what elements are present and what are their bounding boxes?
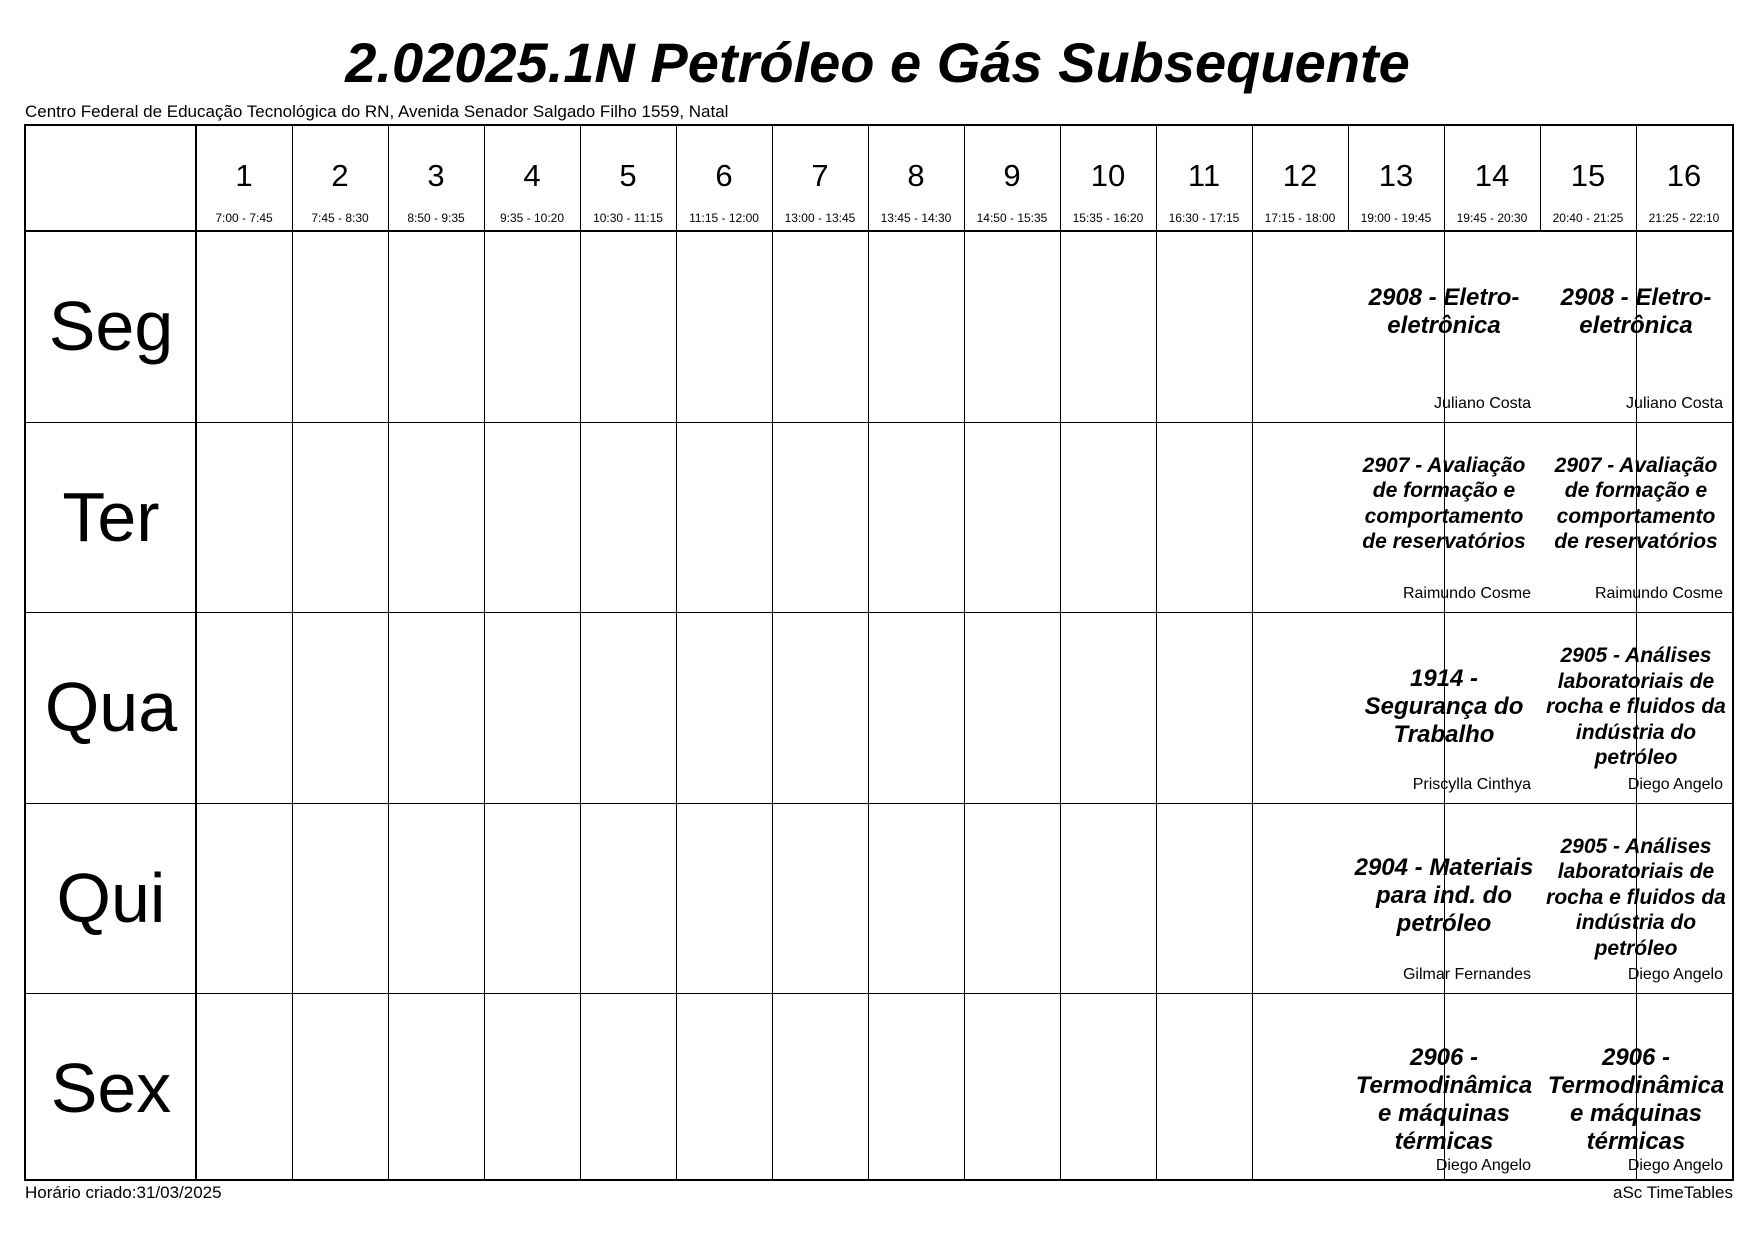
period-number: 11 (1187, 158, 1221, 193)
grid-line (292, 126, 293, 1179)
period-header (964, 126, 1060, 231)
period-time: 13:00 - 13:45 (784, 211, 856, 225)
lesson-subject: 2907 - Avaliação de formação e comportamento de reservatórios (1554, 453, 1718, 553)
period-number: 6 (715, 158, 733, 193)
period-time: 20:40 - 21:25 (1552, 211, 1624, 225)
period-number: 1 (235, 158, 253, 193)
lesson-teacher: Diego Angelo (1435, 1156, 1531, 1174)
period-header (484, 126, 580, 231)
period-number: 16 (1666, 158, 1702, 193)
period-time: 8:50 - 9:35 (407, 211, 465, 225)
day-label: Qui (56, 858, 166, 937)
lesson-teacher: Juliano Costa (1626, 394, 1723, 412)
day-row-header (26, 231, 196, 422)
lesson-card[interactable] (1348, 804, 1540, 993)
grid-line (964, 126, 965, 1179)
lesson-card[interactable] (1540, 994, 1732, 1183)
period-time: 7:00 - 7:45 (215, 211, 273, 225)
period-header (1060, 126, 1156, 231)
period-time: 21:25 - 22:10 (1648, 211, 1720, 225)
grid-line (1540, 126, 1541, 231)
period-number: 4 (523, 158, 541, 193)
period-header (1444, 126, 1540, 231)
grid-line (1252, 126, 1253, 1179)
grid-line (388, 126, 389, 1179)
lesson-card[interactable] (1540, 804, 1732, 993)
period-header (1252, 126, 1348, 231)
grid-line (676, 126, 677, 1179)
lesson-teacher: Gilmar Fernandes (1402, 966, 1531, 983)
period-header (196, 126, 292, 231)
timetable-grid (24, 124, 1734, 1181)
lesson-subject: 2906 - Termodinâmica e máquinas térmicas (1547, 1044, 1725, 1155)
period-time: 11:15 - 12:00 (689, 211, 759, 225)
grid-line (195, 126, 197, 1179)
period-number: 5 (619, 158, 637, 193)
day-label: Sex (50, 1049, 172, 1128)
lesson-subject: 2907 - Avaliação de formação e comportamento de reservatórios (1362, 453, 1526, 553)
lesson-card[interactable] (1348, 423, 1540, 612)
lesson-teacher: Diego Angelo (1627, 966, 1723, 983)
lesson-card[interactable] (1348, 613, 1540, 802)
grid-line (484, 126, 485, 1179)
lesson-subject: 2905 - Análises laboratoriais de rocha e fluidos da indústria do petróleo (1546, 644, 1726, 769)
day-row-header (26, 612, 196, 803)
period-header (580, 126, 676, 231)
day-label: Qua (44, 668, 178, 747)
period-time: 17:15 - 18:00 (1264, 211, 1336, 225)
lesson-teacher: Diego Angelo (1627, 775, 1723, 793)
lesson-card[interactable] (1540, 423, 1732, 612)
software-credit: aSc TimeTables (1613, 1183, 1733, 1202)
lesson-subject: 1914 - Segurança do Trabalho (1364, 665, 1524, 748)
period-header (868, 126, 964, 231)
lesson-card[interactable] (1540, 232, 1732, 421)
created-date: Horário criado:31/03/2025 (25, 1183, 222, 1202)
period-time: 14:50 - 15:35 (976, 211, 1048, 225)
day-row-header (26, 422, 196, 613)
lesson-subject: 2904 - Materiais para ind. do petróleo (1354, 853, 1534, 937)
period-time: 16:30 - 17:15 (1168, 211, 1240, 225)
day-row-header (26, 803, 196, 994)
grid-line (868, 126, 869, 1179)
grid-line (1060, 126, 1061, 1179)
lesson-teacher: Diego Angelo (1627, 1156, 1723, 1174)
period-header (772, 126, 868, 231)
period-header (388, 126, 484, 231)
school-address: Centro Federal de Educação Tecnológica do RN, Avenida Senador Salgado Filho 1559, Natal (25, 102, 729, 121)
lesson-teacher: Raimundo Cosme (1594, 585, 1723, 602)
lesson-card[interactable] (1540, 613, 1732, 802)
period-time: 10:30 - 11:15 (593, 211, 663, 225)
lesson-subject: 2908 - Eletro-eletrônica (1560, 284, 1712, 339)
period-number: 9 (1003, 158, 1021, 193)
day-row-header (26, 993, 196, 1184)
period-number: 2 (331, 158, 349, 193)
lesson-subject: 2908 - Eletro-eletrônica (1368, 284, 1520, 339)
period-header (676, 126, 772, 231)
period-header (1636, 126, 1732, 231)
period-number: 7 (811, 158, 829, 193)
lesson-teacher: Priscylla Cinthya (1412, 775, 1531, 793)
page-title: 2.02025.1N Petróleo e Gás Subsequente (345, 31, 1410, 94)
period-number: 12 (1282, 158, 1318, 193)
lesson-subject: 2906 - Termodinâmica e máquinas térmicas (1355, 1044, 1533, 1155)
grid-line (1348, 126, 1349, 231)
period-time: 19:00 - 19:45 (1360, 211, 1432, 225)
period-number: 3 (427, 158, 445, 193)
grid-line (772, 126, 773, 1179)
period-number: 10 (1090, 158, 1126, 193)
period-number: 8 (907, 158, 925, 193)
period-time: 7:45 - 8:30 (311, 211, 369, 225)
grid-line (1156, 126, 1157, 1179)
period-header (1156, 126, 1252, 231)
day-label: Seg (48, 287, 174, 366)
day-label: Ter (62, 477, 160, 556)
lesson-card[interactable] (1348, 994, 1540, 1183)
period-time: 13:45 - 14:30 (880, 211, 952, 225)
period-number: 14 (1474, 158, 1510, 193)
lesson-card[interactable] (1348, 232, 1540, 421)
grid-line (580, 126, 581, 1179)
period-number: 13 (1378, 158, 1414, 193)
lesson-teacher: Juliano Costa (1434, 394, 1531, 412)
lesson-subject: 2905 - Análises laboratoriais de rocha e fluidos da indústria do petróleo (1546, 834, 1726, 960)
period-header (292, 126, 388, 231)
period-time: 15:35 - 16:20 (1072, 211, 1144, 225)
period-header (1540, 126, 1636, 231)
period-number: 15 (1570, 158, 1606, 193)
period-time: 9:35 - 10:20 (499, 211, 565, 225)
period-header (1348, 126, 1444, 231)
period-time: 19:45 - 20:30 (1456, 211, 1528, 225)
lesson-teacher: Raimundo Cosme (1402, 585, 1531, 602)
